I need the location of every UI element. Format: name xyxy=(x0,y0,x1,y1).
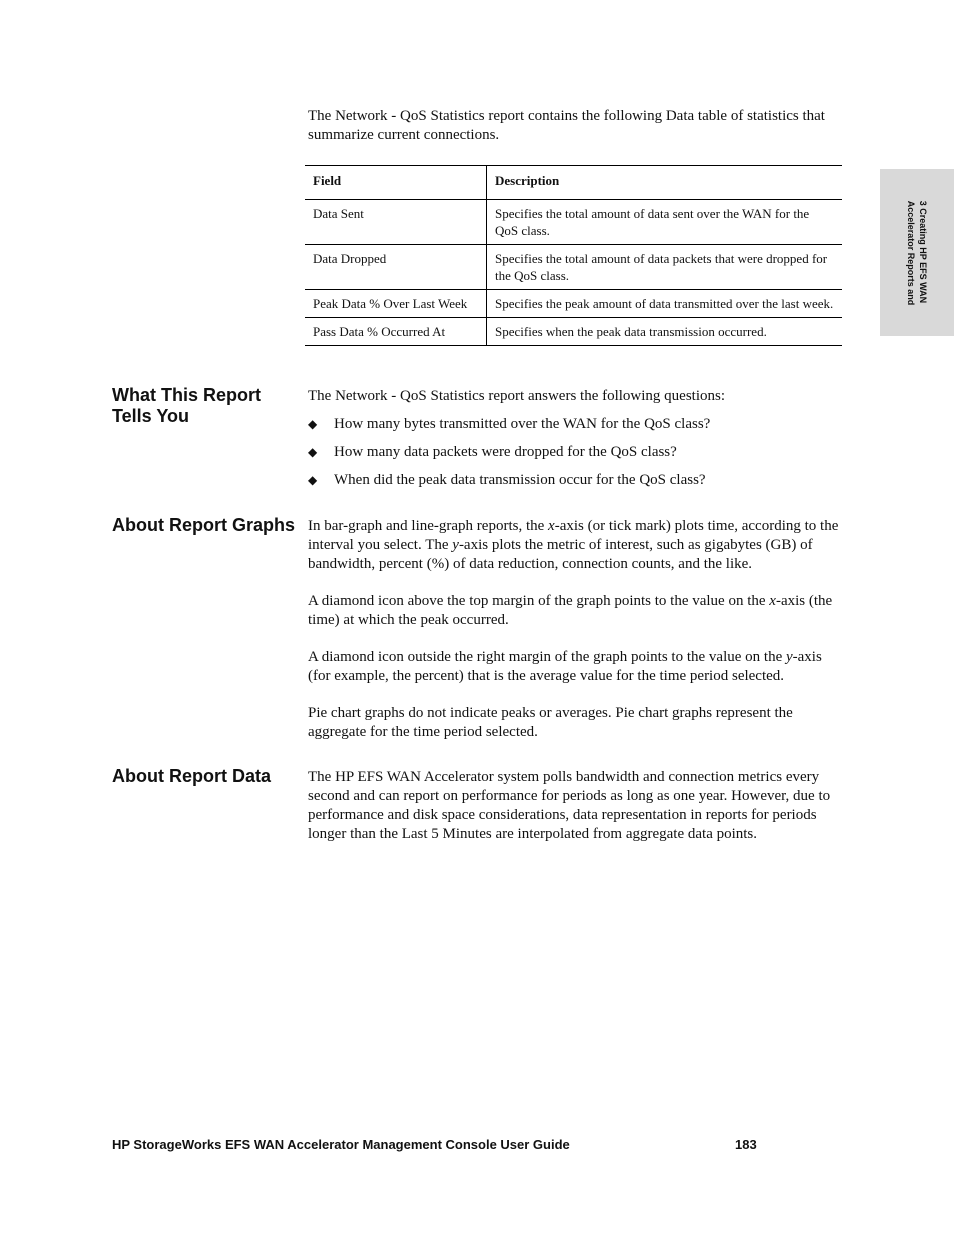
statistics-table xyxy=(305,165,842,346)
list-item: ◆ When did the peak data transmission occur for the QoS class? xyxy=(308,472,706,488)
column-header-description: Description xyxy=(487,166,843,200)
intro-paragraph: The Network - QoS Statistics report contains the following Data table of statistics that summarize current connections. xyxy=(308,108,825,143)
table-header-row xyxy=(305,166,842,200)
chapter-tab xyxy=(880,169,954,336)
questions-lead: The Network - QoS Statistics report answers the following questions: xyxy=(308,388,726,404)
table-cell-description: Specifies the total amount of data sent over the WAN for the QoS class. xyxy=(487,200,843,245)
heading-about-report-data: About Report Data xyxy=(112,766,271,786)
table-cell-description: Specifies when the peak data transmission occurred. xyxy=(487,318,843,346)
heading-what-this-report-tells-you: What This Report Tells You xyxy=(112,385,261,426)
section-about-report-graphs xyxy=(308,517,842,760)
data-paragraph-1: The HP EFS WAN Accelerator system polls bandwidth and connection metrics every second and can report on performance for periods as long as one year. However, due to performance and disk space considerations, data representation in reports for periods longer than the Last 5 Minutes are interpolated from aggregate data points. xyxy=(308,769,831,842)
table-cell-field: Peak Data % Over Last Week xyxy=(305,290,487,318)
questions-list xyxy=(308,415,842,490)
diamond-bullet-icon: ◆ xyxy=(308,417,318,431)
diamond-bullet-icon: ◆ xyxy=(308,473,318,487)
chapter-tab-label: 3 Creating HP EFS WAN Accelerator Reports and xyxy=(906,200,928,306)
section-about-report-data xyxy=(308,768,842,862)
graphs-paragraph-2: A diamond icon above the top margin of the graph points to the value on the x-axis (the time) at which the peak occurred. xyxy=(308,593,833,628)
table-cell-field: Data Dropped xyxy=(305,245,487,290)
footer-title: HP StorageWorks EFS WAN Accelerator Management Console User Guide xyxy=(112,1137,570,1152)
table-row xyxy=(305,318,842,346)
column-header-field: Field xyxy=(305,166,487,200)
table-cell-field: Pass Data % Occurred At xyxy=(305,318,487,346)
diamond-bullet-icon: ◆ xyxy=(308,445,318,459)
table-cell-field: Data Sent xyxy=(305,200,487,245)
list-item: ◆ How many data packets were dropped for the QoS class? xyxy=(308,444,677,460)
table-row xyxy=(305,290,842,318)
table-cell-description: Specifies the peak amount of data transmitted over the last week. xyxy=(487,290,843,318)
list-item: ◆ How many bytes transmitted over the WAN for the QoS class? xyxy=(308,416,711,432)
section-what-this-report-tells-you xyxy=(308,387,842,499)
table-row xyxy=(305,245,842,290)
graphs-paragraph-3: A diamond icon outside the right margin of the graph points to the value on the y-axis (for example, the percent) that is the average value for the time period selected. xyxy=(308,649,822,684)
table-cell-description: Specifies the total amount of data packets that were dropped for the QoS class. xyxy=(487,245,843,290)
heading-about-report-graphs: About Report Graphs xyxy=(112,515,295,535)
table-row xyxy=(305,200,842,245)
graphs-paragraph-1: In bar-graph and line-graph reports, the x-axis (or tick mark) plots time, according to the interval you select. The y-axis plots the metric of interest, such as gigabytes (GB) of bandwidth, percent (%) of data reduction, connection counts, and the like. xyxy=(308,518,839,572)
graphs-paragraph-4: Pie chart graphs do not indicate peaks or averages. Pie chart graphs represent the aggregate for the time period selected. xyxy=(308,705,793,740)
page-number: 183 xyxy=(735,1137,757,1152)
